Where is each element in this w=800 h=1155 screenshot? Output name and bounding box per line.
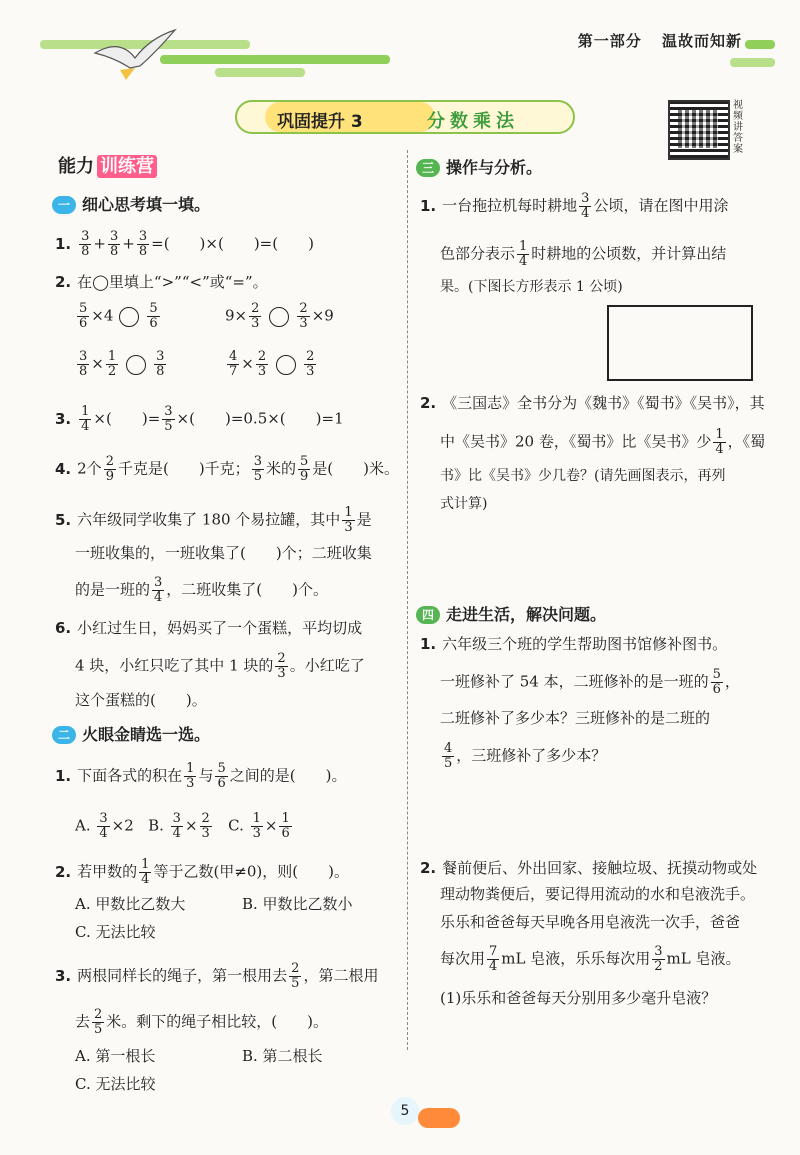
lesson-topic: 分数乘法 — [427, 111, 519, 132]
question-text: 书》比《吴书》少几卷？(请先画图表示，再列 — [440, 468, 726, 484]
choice-a[interactable]: A. 第一根长 — [75, 1047, 156, 1065]
answer-circle[interactable] — [276, 355, 296, 375]
question-text: 式计算) — [440, 496, 488, 512]
choice-c[interactable]: C. 无法比较 — [75, 1075, 156, 1093]
question-1-5-line: 的是一班的 $\frac{3}{4}$ ，二班收集了( )个。 — [75, 575, 329, 605]
question-text: 公顷，请在图中用涂 — [593, 196, 729, 215]
question-text: 之间的是( )。 — [229, 766, 347, 785]
question-1-5: 5. 六年级同学收集了 180 个易拉罐，其中 $\frac{1}{3}$ 是 — [55, 505, 372, 535]
question-4-2-part1 — [440, 988, 716, 1008]
question-1-6-line — [75, 690, 207, 710]
question-text: 果。(下图长方形表示 1 公顷) — [440, 279, 623, 295]
question-1-6-line: 4 块，小红只吃了其中 1 块的 $\frac{2}{3}$ 。小红吃了 — [75, 651, 365, 681]
question-4-2-line — [440, 884, 755, 904]
question-text: 下面各式的积在 — [77, 766, 183, 785]
question-3-2-line — [440, 466, 725, 486]
page-header — [564, 30, 742, 51]
question-1-6: 6. 小红过生日，妈妈买了一个蛋糕，平均切成 — [55, 619, 363, 637]
choice-b[interactable]: B. 甲数比乙数小 — [242, 895, 353, 913]
question-1-3: 3. $\frac{1}{4}$ ×( )= $\frac{3}{5}$ ×( )=0.5×( )=1 — [55, 404, 344, 434]
question-text: 小红过生日，妈妈买了一个蛋糕，平均切成 — [77, 619, 363, 637]
question-1-5-line — [75, 543, 372, 563]
question-text: 。小红吃了 — [289, 656, 365, 675]
question-text: =( )×( )=( ) — [151, 234, 314, 253]
qr-caption: 视频讲答案 — [733, 100, 743, 155]
section-heading-3 — [416, 155, 542, 178]
part-title: 温故而知新 — [661, 32, 742, 50]
section-heading-4 — [416, 602, 606, 625]
choice-options: A. $\frac{3}{4}$ ×2 B. $\frac{3}{4}$ × $\frac{2}{3}$ C. $\frac{1}{3}$ × $\frac{1}{6}$ — [75, 811, 290, 841]
section-number: 四 — [416, 606, 440, 624]
section-heading-2 — [52, 722, 210, 745]
header-stripe — [215, 68, 305, 77]
question-text: (1)乐乐和爸爸每天分别用多少毫升皂液？ — [440, 989, 717, 1007]
question-text: 六年级三个班的学生帮助图书馆修补图书。 — [442, 635, 728, 653]
header-stripe — [745, 40, 775, 49]
choice-b[interactable]: B. — [148, 816, 164, 835]
question-4-1-line: $\frac{4}{5}$ ，三班修补了多少本？ — [444, 741, 607, 771]
lesson-banner — [235, 100, 575, 134]
question-3-1-line: 色部分表示 $\frac{1}{4}$ 时耕地的公顷数，并计算出结 — [440, 239, 727, 269]
question-text: 的是一班的 — [75, 580, 151, 599]
header-stripe — [160, 55, 390, 64]
compare-item: 9× $\frac{2}{3}$ $\frac{2}{3}$ ×9 — [225, 301, 334, 331]
question-1-2: 2. 在◯里填上“>”“<”或“=”。 — [55, 273, 268, 291]
question-2-1: 1. 下面各式的积在 $\frac{1}{3}$ 与 $\frac{5}{6}$ 之间的是( )。 — [55, 761, 347, 791]
question-4-2-line: 每次用 $\frac{7}{4}$ mL 皂液，乐乐每次用 $\frac{3}{2}$ mL 皂液。 — [440, 944, 741, 974]
choice-c[interactable]: C. — [228, 816, 244, 835]
section-number: 二 — [52, 726, 76, 744]
qr-code-icon[interactable] — [668, 100, 730, 160]
choice-a[interactable]: A. — [75, 816, 91, 835]
question-text: 与 — [198, 766, 214, 785]
column-divider — [407, 150, 408, 1050]
section-number: 三 — [416, 159, 440, 177]
question-text: 米的 — [265, 459, 296, 478]
header-stripe — [730, 58, 775, 67]
answer-circle[interactable] — [126, 355, 146, 375]
choice-c[interactable]: C. 无法比较 — [75, 923, 156, 941]
question-text: 在◯里填上“>”“<”或“=”。 — [77, 273, 268, 291]
question-1-4: 4. 2个 $\frac{2}{9}$ 千克是( )千克； $\frac{3}{5}$ 米的 $\frac{5}{9}$ 是( )米。 — [55, 454, 399, 484]
answer-circle[interactable] — [119, 307, 139, 327]
question-text: 两根同样长的绳子，第一根用去 — [77, 966, 288, 985]
question-4-2-line — [440, 912, 740, 932]
question-text: 餐前便后、外出回家、接触垃圾、抚摸动物或处 — [442, 859, 758, 877]
question-3-2: 2. 《三国志》全书分为《魏书》《蜀书》《吴书》，其 — [420, 394, 765, 412]
question-text: 千克是( )千克； — [117, 459, 250, 478]
question-text: 理动物粪便后，要记得用流动的水和皂液洗手。 — [440, 885, 756, 903]
section-number: 一 — [52, 196, 76, 214]
question-text: ×( )= — [93, 409, 161, 428]
question-text: ，三班修补了多少本？ — [456, 746, 607, 765]
compare-item: $\frac{5}{6}$ ×4 $\frac{5}{6}$ — [79, 301, 158, 331]
question-text: 去 — [75, 1012, 91, 1031]
question-text: 这个蛋糕的( )。 — [75, 691, 207, 709]
question-2-3: 3. 两根同样长的绳子，第一根用去 $\frac{2}{5}$ ，第二根用 — [55, 961, 379, 991]
submarine-icon — [418, 1108, 460, 1128]
question-3-2-line: 中《吴书》20 卷，《蜀书》比《吴书》少 $\frac{1}{4}$ ，《蜀 — [440, 427, 766, 457]
question-text: ，第二根用 — [303, 966, 379, 985]
question-4-1-line — [440, 708, 710, 728]
compare-item: $\frac{3}{8}$ × $\frac{1}{2}$ $\frac{3}{8}$ — [79, 349, 165, 379]
question-text: mL 皂液，乐乐每次用 — [501, 949, 651, 968]
question-text: 二班修补了多少本？三班修补的是二班的 — [440, 709, 711, 727]
section-title: 走进生活，解决问题。 — [446, 605, 607, 624]
question-text: 六年级同学收集了 180 个易拉罐，其中 — [77, 510, 341, 529]
question-text: 《三国志》全书分为《魏书》《蜀书》《吴书》，其 — [442, 394, 765, 412]
question-text: ，《蜀 — [727, 432, 766, 451]
question-text: mL 皂液。 — [666, 949, 741, 968]
question-text: 乐乐和爸爸每天早晚各用皂液洗一次手，爸爸 — [440, 913, 741, 931]
brand-highlight: 训练营 — [97, 155, 157, 178]
question-text: 米。剩下的绳子相比较，( )。 — [106, 1012, 329, 1031]
answer-circle[interactable] — [269, 307, 289, 327]
question-4-1-line: 一班修补了 54 本，二班修补的是一班的 $\frac{5}{6}$ ， — [440, 667, 740, 697]
question-3-2-line — [440, 494, 487, 514]
choice-b[interactable]: B. 第二根长 — [242, 1047, 323, 1065]
question-text: 每次用 — [440, 949, 486, 968]
question-text: 若甲数的 — [77, 862, 138, 881]
question-4-1: 1. 六年级三个班的学生帮助图书馆修补图书。 — [420, 635, 728, 653]
question-text: 是( )米。 — [312, 459, 399, 478]
part-label: 第一部分 — [577, 32, 642, 50]
question-4-2: 2. 餐前便后、外出回家、接触垃圾、抚摸动物或处 — [420, 859, 758, 877]
seagull-icon — [90, 28, 180, 88]
question-text: 色部分表示 — [440, 244, 516, 263]
question-text: 一班修补了 54 本，二班修补的是一班的 — [440, 672, 709, 691]
question-text: 等于乙数(甲≠0)，则( )。 — [153, 862, 349, 881]
question-2-2: 2. 若甲数的 $\frac{1}{4}$ 等于乙数(甲≠0)，则( )。 — [55, 857, 349, 887]
hectare-rectangle[interactable] — [607, 305, 753, 381]
page-number: 5 — [391, 1097, 419, 1125]
brand-text: 能力 — [58, 156, 94, 177]
question-text: ×( )=0.5×( )=1 — [176, 409, 344, 428]
question-text: 一台拖拉机每时耕地 — [442, 196, 578, 215]
brand-logo — [58, 152, 157, 178]
section-title: 细心思考填一填。 — [82, 195, 211, 214]
section-heading-1 — [52, 192, 210, 215]
question-2-3-line: 去 $\frac{2}{5}$ 米。剩下的绳子相比较，( )。 — [75, 1007, 329, 1037]
compare-item: $\frac{4}{7}$ × $\frac{2}{3}$ $\frac{2}{3}$ — [229, 349, 315, 379]
question-text: ， — [724, 672, 740, 691]
question-text: 一班收集的，一班收集了( )个；二班收集 — [75, 544, 372, 562]
choice-a[interactable]: A. 甲数比乙数大 — [75, 895, 186, 913]
question-text: ，二班收集了( )个。 — [166, 580, 329, 599]
question-text: 中《吴书》20 卷，《蜀书》比《吴书》少 — [440, 432, 712, 451]
question-1-1: 1. $\frac{3}{8}$ + $\frac{3}{8}$ + $\frac{3}{8}$ =( )×( )=( ) — [55, 229, 314, 259]
question-3-1-line — [440, 277, 623, 297]
question-text: 时耕地的公顷数，并计算出结 — [531, 244, 727, 263]
question-3-1: 1. 一台拖拉机每时耕地 $\frac{3}{4}$ 公顷，请在图中用涂 — [420, 191, 729, 221]
question-text: 4 块，小红只吃了其中 1 块的 — [75, 656, 274, 675]
section-title: 火眼金睛选一选。 — [82, 725, 211, 744]
lesson-number: 巩固提升 3 — [277, 112, 363, 132]
question-text: 2个 — [77, 459, 102, 478]
question-text: 是 — [356, 510, 372, 529]
section-title: 操作与分析。 — [446, 158, 543, 177]
